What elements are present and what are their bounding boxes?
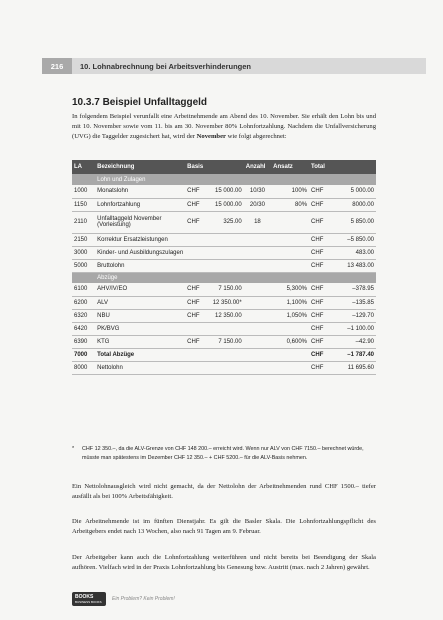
cell-anzahl xyxy=(244,246,271,259)
cell-total: –1 100.00 xyxy=(329,322,376,335)
cell-la: 5000 xyxy=(72,259,95,272)
cell-desc: Bruttolohn xyxy=(95,259,185,272)
cell-cur1 xyxy=(185,246,203,259)
cell-desc: AHV/IV/EO xyxy=(95,283,185,296)
col-header-basis: Basis xyxy=(185,160,244,174)
table-row xyxy=(72,322,376,335)
cell-anzahl xyxy=(244,296,271,309)
cell-ansatz xyxy=(271,211,309,233)
page-number: 216 xyxy=(42,58,72,74)
cell-basis: 325.00 xyxy=(203,211,244,233)
cell-ansatz: 1,050% xyxy=(271,309,309,322)
intro-text-2: wie folgt abgerechnet: xyxy=(225,133,287,140)
cell-la: 2150 xyxy=(72,233,95,246)
footnote-mark: * xyxy=(72,446,75,452)
intro-text-1: In folgendem Beispiel verunfallt eine Arbeitnehmende am Abend des 10. November. Sie erhält den Lohn bis und mit 10. November sowie vom 11. bis am 30. November 80% Lohnfortzahlung. Nachdem die Unfallversicherung (UVG) die Taggelder zugesichert hat, wird der xyxy=(72,113,376,140)
section-row-abzuege xyxy=(72,272,376,283)
cell-anzahl: 18 xyxy=(244,211,271,233)
cell-basis: 12 350.00 xyxy=(203,309,244,322)
cell-anzahl xyxy=(244,259,271,272)
table-row xyxy=(72,361,376,374)
cell-anzahl xyxy=(244,233,271,246)
cell-total: –5 850.00 xyxy=(329,233,376,246)
cell-cur1 xyxy=(185,259,203,272)
cell-cur2: CHF xyxy=(309,309,329,322)
cell-total: –378.95 xyxy=(329,283,376,296)
payroll-table xyxy=(72,160,376,375)
section-row-lohn xyxy=(72,174,376,185)
page-header xyxy=(42,58,426,74)
cell-cur1 xyxy=(185,322,203,335)
cell-ansatz: 0,600% xyxy=(271,335,309,348)
cell-ansatz: 80% xyxy=(271,198,309,211)
cell-ansatz xyxy=(271,246,309,259)
cell-anzahl xyxy=(244,309,271,322)
intro-paragraph xyxy=(72,112,376,142)
cell-cur1: CHF xyxy=(185,185,203,198)
footnote-text: CHF 12 350.–, da die ALV-Grenze von CHF 148 200.– erreicht wird. Wenn nur ALV von CHF 7150.– berechnet würde, müsste man spätestens im Dezember CHF 12 350.– + CHF 5200.– für die ALV-Basis nehmen. xyxy=(82,446,364,461)
cell-basis xyxy=(203,361,244,374)
page-footer xyxy=(72,592,175,606)
cell-cur1 xyxy=(185,361,203,374)
cell-total: 483.00 xyxy=(329,246,376,259)
cell-desc: NBU xyxy=(95,309,185,322)
cell-anzahl: 10/30 xyxy=(244,185,271,198)
cell-desc: Kinder- und Ausbildungszulagen xyxy=(95,246,185,259)
cell-cur2: CHF xyxy=(309,335,329,348)
paragraph-1: Ein Nettolohnausgleich wird nicht gemacht, da der Nettolohn der Arbeitnehmenden rund CHF 1500.– tiefer ausfällt als bei 100% Arbeitsfähigkeit. xyxy=(72,483,376,500)
section-label-lohn: Lohn und Zulagen xyxy=(95,174,376,185)
cell-desc: ALV xyxy=(95,296,185,309)
cell-ansatz xyxy=(271,322,309,335)
table-row xyxy=(72,283,376,296)
table-header-row xyxy=(72,160,376,174)
section-label-abzuege: Abzüge xyxy=(95,272,376,283)
cell-anzahl xyxy=(244,361,271,374)
cell-total: 8000.00 xyxy=(329,198,376,211)
footer-tagline: Ein Problem? Kein Problem! xyxy=(112,596,175,602)
cell-la: 3000 xyxy=(72,246,95,259)
table-row xyxy=(72,246,376,259)
cell-anzahl: 20/30 xyxy=(244,198,271,211)
cell-cur2: CHF xyxy=(309,185,329,198)
section-title: 10.3.7 Beispiel Unfalltaggeld xyxy=(72,97,208,108)
cell-cur1: CHF xyxy=(185,198,203,211)
cell-total: –129.70 xyxy=(329,309,376,322)
cell-basis: 15 000.00 xyxy=(203,185,244,198)
cell-basis: 7 150.00 xyxy=(203,283,244,296)
cell-desc: Lohnfortzahlung xyxy=(95,198,185,211)
cell-total: –42.90 xyxy=(329,335,376,348)
cell-cur2: CHF xyxy=(309,211,329,233)
cell-cur2: CHF xyxy=(309,283,329,296)
chapter-title: 10. Lohnabrechnung bei Arbeitsverhinderungen xyxy=(80,61,251,71)
cell-cur1: CHF xyxy=(185,335,203,348)
cell-ansatz xyxy=(271,233,309,246)
cell-la: 8000 xyxy=(72,361,95,374)
cell-cur2: CHF xyxy=(309,259,329,272)
cell-cur2: CHF xyxy=(309,348,329,361)
cell-cur1 xyxy=(185,233,203,246)
cell-cur2: CHF xyxy=(309,361,329,374)
col-header-ansatz: Ansatz xyxy=(271,160,309,174)
cell-cur1 xyxy=(185,348,203,361)
cell-la: 6390 xyxy=(72,335,95,348)
cell-anzahl xyxy=(244,283,271,296)
table-row xyxy=(72,211,376,233)
table-row xyxy=(72,198,376,211)
cell-la: 1000 xyxy=(72,185,95,198)
cell-ansatz: 100% xyxy=(271,185,309,198)
cell-basis xyxy=(203,348,244,361)
cell-cur2: CHF xyxy=(309,322,329,335)
cell-desc-line2: (Vorleistung) xyxy=(97,222,131,228)
table-row xyxy=(72,259,376,272)
cell-la: 6320 xyxy=(72,309,95,322)
cell-basis: 15 000.00 xyxy=(203,198,244,211)
cell-basis: 7 150.00 xyxy=(203,335,244,348)
cell-ansatz: 5,300% xyxy=(271,283,309,296)
table-row xyxy=(72,309,376,322)
intro-bold-month: November xyxy=(196,133,226,140)
cell-cur1: CHF xyxy=(185,309,203,322)
col-header-la: LA xyxy=(72,160,95,174)
table-row xyxy=(72,335,376,348)
cell-total: –1 787.40 xyxy=(329,348,376,361)
cell-desc: KTG xyxy=(95,335,185,348)
paragraph-3: Der Arbeitgeber kann auch die Lohnfortzahlung weiterführen und nicht bereits bei Beendigung der Skala aufhören. Vielfach wird in der Praxis Lohnfortzahlung bis Genesung bzw. Austritt (max. nach 2 Jahren) gewährt. xyxy=(72,554,376,571)
cell-total: 11 695.60 xyxy=(329,361,376,374)
table-row xyxy=(72,348,376,361)
cell-cur1: CHF xyxy=(185,211,203,233)
cell-total: 5 000.00 xyxy=(329,185,376,198)
col-header-bezeichnung: Bezeichnung xyxy=(95,160,185,174)
cell-basis: 12 350.00* xyxy=(203,296,244,309)
publisher-logo xyxy=(72,592,106,606)
cell-desc: Monatslohn xyxy=(95,185,185,198)
cell-basis xyxy=(203,322,244,335)
cell-ansatz xyxy=(271,361,309,374)
col-header-anzahl: Anzahl xyxy=(244,160,271,174)
cell-cur1: CHF xyxy=(185,283,203,296)
logo-text: BOOKS xyxy=(75,594,94,600)
cell-ansatz xyxy=(271,348,309,361)
cell-anzahl xyxy=(244,335,271,348)
cell-ansatz xyxy=(271,259,309,272)
cell-desc: Nettolohn xyxy=(95,361,185,374)
cell-la: 6100 xyxy=(72,283,95,296)
cell-total: 13 483.00 xyxy=(329,259,376,272)
cell-ansatz: 1,100% xyxy=(271,296,309,309)
cell-la: 7000 xyxy=(72,348,95,361)
cell-total: –135.85 xyxy=(329,296,376,309)
cell-la: 2110 xyxy=(72,211,95,233)
cell-desc: Total Abzüge xyxy=(95,348,185,361)
cell-la: 6200 xyxy=(72,296,95,309)
cell-desc: PK/BVG xyxy=(95,322,185,335)
table-row xyxy=(72,185,376,198)
cell-la: 1150 xyxy=(72,198,95,211)
cell-basis xyxy=(203,233,244,246)
cell-cur2: CHF xyxy=(309,296,329,309)
col-header-total: Total xyxy=(309,160,376,174)
table-row xyxy=(72,296,376,309)
cell-cur1: CHF xyxy=(185,296,203,309)
cell-anzahl xyxy=(244,322,271,335)
cell-basis xyxy=(203,246,244,259)
cell-cur2: CHF xyxy=(309,233,329,246)
cell-desc-line1: Unfalltaggeld November xyxy=(97,216,162,222)
cell-basis xyxy=(203,259,244,272)
cell-desc xyxy=(95,211,185,233)
table-row xyxy=(72,233,376,246)
logo-subtext: BUSINESS BOOKS xyxy=(75,600,102,604)
cell-cur2: CHF xyxy=(309,246,329,259)
cell-cur2: CHF xyxy=(309,198,329,211)
cell-total: 5 850.00 xyxy=(329,211,376,233)
cell-desc: Korrektur Ersatzleistungen xyxy=(95,233,185,246)
footnote xyxy=(72,445,376,462)
paragraph-2: Die Arbeitnehmende ist im fünften Dienstjahr. Es gilt die Basler Skala. Die Lohnfortzahlungspflicht des Arbeitgebers endet nach 13 Wochen, also nach 91 Tagen am 9. Februar. xyxy=(72,518,376,535)
cell-la: 6420 xyxy=(72,322,95,335)
cell-anzahl xyxy=(244,348,271,361)
